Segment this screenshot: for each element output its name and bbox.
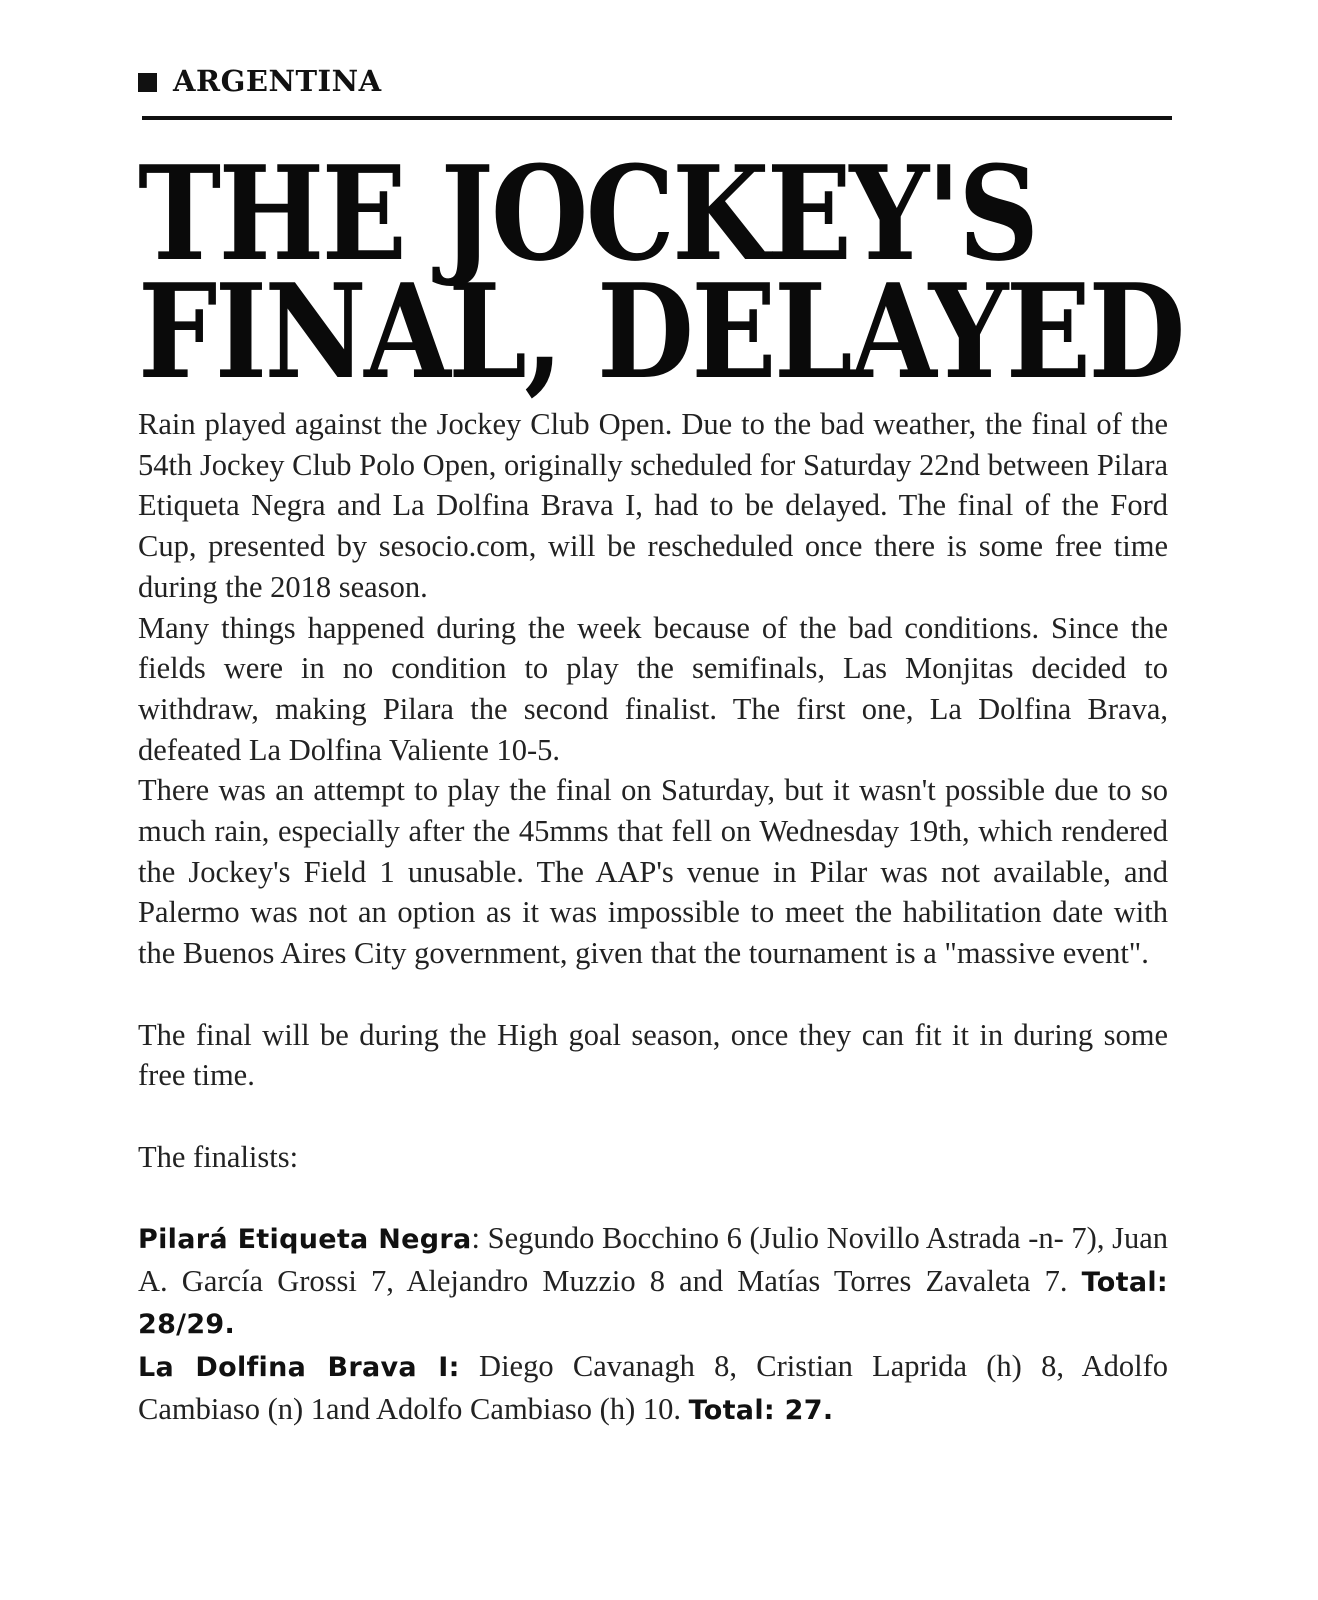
finalist-total: Total: 27. (688, 1394, 834, 1426)
finalist-separator: : (471, 1221, 488, 1256)
paragraph-spacer (138, 1096, 1168, 1137)
article-body (138, 404, 1168, 1432)
finalists-intro: The finalists: (138, 1139, 299, 1174)
article-headline (138, 137, 1183, 408)
finalist-separator (460, 1349, 479, 1383)
paragraph-2: Many things happened during the week because of the bad conditions. Since the fields were in no condition to play the semifinals, Las Monjitas decided to withdraw, making Pilara the second finalist. The first one, La Dolfina Brava, defeated La Dolfina Valiente 10-5. (138, 610, 1168, 767)
finalist-team-name: Pilará Etiqueta Negra (138, 1224, 472, 1256)
finalist-players: Segundo Bocchino 6 (Julio Novillo Astrada -n- 7), Juan A. García Grossi 7, Alejandro Muzzio 8 and Matías Torres Zavaleta 7. (138, 1221, 1168, 1298)
finalist-players: Diego Cavanagh 8, Cristian Laprida (h) 8, Adolfo Cambiaso (n) 1and Adolfo Cambiaso (h) 10. (138, 1349, 1168, 1426)
paragraph-3: There was an attempt to play the final on Saturday, but it wasn't possible due to so much rain, especially after the 45mms that fell on Wednesday 19th, which rendered the Jockey's Field 1 unusable. The AAP's venue in Pilar was not available, and Palermo was not an option as it was impossible to meet the habilitation date with the Buenos Aires City government, given that the tournament is a "massive event". (138, 773, 1168, 971)
finalist-entry (138, 1346, 1168, 1431)
headline-line-2: FINAL, DELAYED (138, 255, 1183, 408)
headline-line-1: THE JOCKEY'S (138, 137, 1037, 290)
section-label (138, 64, 382, 98)
section-square-icon (138, 73, 157, 92)
paragraph-spacer (138, 1177, 1168, 1218)
paragraph-1: Rain played against the Jockey Club Open. Due to the bad weather, the final of the 54th Jockey Club Polo Open, originally scheduled for Saturday 22nd between Pilara Etiqueta Negra and La Dolfina Brava I, had to be delayed. The final of the Ford Cup, presented by sesocio.com, will be rescheduled once there is some free time during the 2018 season. (138, 407, 1169, 604)
section-label-text: ARGENTINA (173, 64, 382, 98)
finalist-entry (138, 1218, 1168, 1346)
paragraph-4: The final will be during the High goal season, once they can fit it in during some free time. (138, 1017, 1168, 1093)
header-rule (142, 116, 1172, 120)
paragraph-spacer (138, 974, 1168, 1015)
finalist-total: Total: 28/29. (138, 1266, 1168, 1341)
finalist-team-name: La Dolfina Brava I: (138, 1352, 460, 1384)
